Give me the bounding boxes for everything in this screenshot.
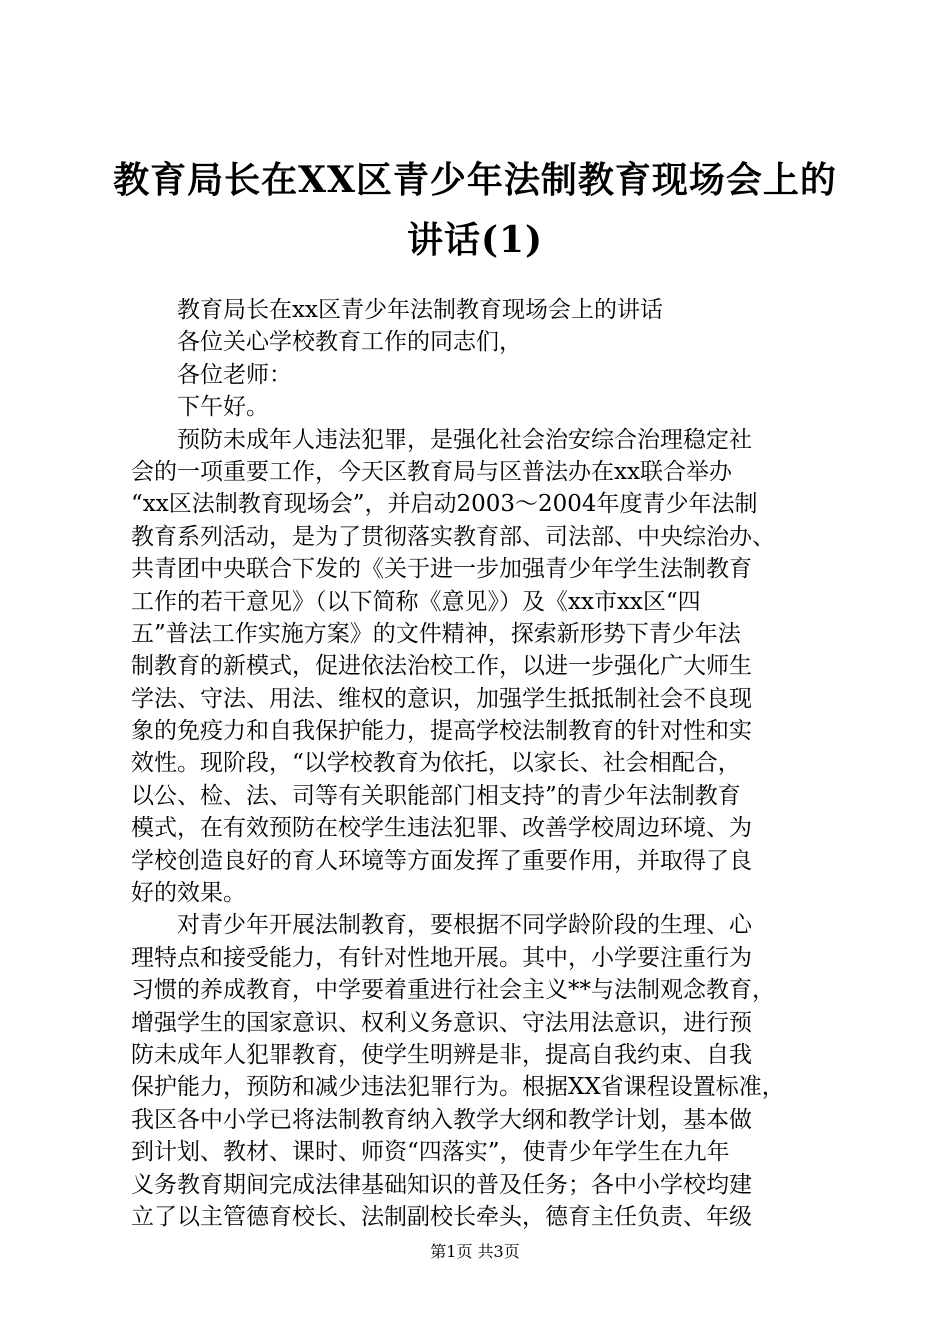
body-line: 学校创造良好的育人环境等方面发挥了重要作用，并取得了良	[131, 847, 752, 874]
document-body	[131, 294, 831, 1233]
body-line: 防未成年人犯罪教育，使学生明辨是非，提高自我约束、自我	[131, 1041, 752, 1068]
body-line: 立了以主管德育校长、法制副校长牵头，德育主任负责、年级	[131, 1203, 752, 1230]
body-line: “xx区法制教育现场会”，并启动2003～2004年度青少年法制	[131, 491, 758, 518]
body-line: 预防未成年人违法犯罪，是强化社会治安综合治理稳定社	[177, 426, 752, 453]
body-line: 到计划、教材、课时、师资“四落实”，使青少年学生在九年	[131, 1139, 730, 1166]
body-line: 义务教育期间完成法律基础知识的普及任务；各中小学校均建	[131, 1171, 752, 1198]
body-line: 模式，在有效预防在校学生违法犯罪、改善学校周边环境、为	[131, 815, 752, 842]
body-line: 教育系列活动，是为了贯彻落实教育部、司法部、中央综治办、	[131, 523, 775, 550]
body-line: 共青团中央联合下发的《关于进一步加强青少年学生法制教育	[131, 556, 752, 583]
body-line: 五”普法工作实施方案》的文件精神，探索新形势下青少年法	[131, 620, 741, 647]
body-line: 理特点和接受能力，有针对性地开展。其中，小学要注重行为	[131, 944, 752, 971]
document-title-line2: 讲话(1)	[406, 219, 544, 261]
body-line: 各位关心学校教育工作的同志们，	[177, 329, 522, 356]
body-line: 会的一项重要工作，今天区教育局与区普法办在xx联合举办	[131, 458, 732, 485]
body-line: 各位老师：	[177, 361, 292, 388]
body-line: 工作的若干意见》（以下简称《意见》）及《xx市xx区“四	[131, 588, 701, 615]
body-line: 以公、检、法、司等有关职能部门相支持”的青少年法制教育	[131, 782, 741, 809]
body-line: 习惯的养成教育，中学要着重进行社会主义**与法制观念教育，	[131, 977, 775, 1004]
body-line: 好的效果。	[131, 880, 246, 907]
body-line: 学法、守法、用法、维权的意识，加强学生抵抵制社会不良现	[131, 685, 752, 712]
body-line: 教育局长在xx区青少年法制教育现场会上的讲话	[177, 297, 663, 323]
body-line: 我区各中小学已将法制教育纳入教学大纲和教学计划，基本做	[131, 1106, 752, 1133]
body-line: 制教育的新模式，促进依法治校工作，以进一步强化广大师生	[131, 653, 752, 680]
body-line: 增强学生的国家意识、权利义务意识、守法用法意识，进行预	[131, 1009, 752, 1036]
body-line: 下午好。	[177, 394, 269, 421]
body-line: 象的免疫力和自我保护能力，提高学校法制教育的针对性和实	[131, 718, 752, 745]
document-title-line1: 教育局长在XX区青少年法制教育现场会上的	[113, 159, 837, 201]
body-line: 效性。现阶段，“以学校教育为依托，以家长、社会相配合，	[131, 750, 741, 777]
body-line: 保护能力，预防和减少违法犯罪行为。根据XX省课程设置标准，	[131, 1074, 785, 1101]
body-line: 对青少年开展法制教育，要根据不同学龄阶段的生理、心	[177, 912, 752, 939]
page-number-footer: 第1页 共3页	[430, 1242, 520, 1261]
